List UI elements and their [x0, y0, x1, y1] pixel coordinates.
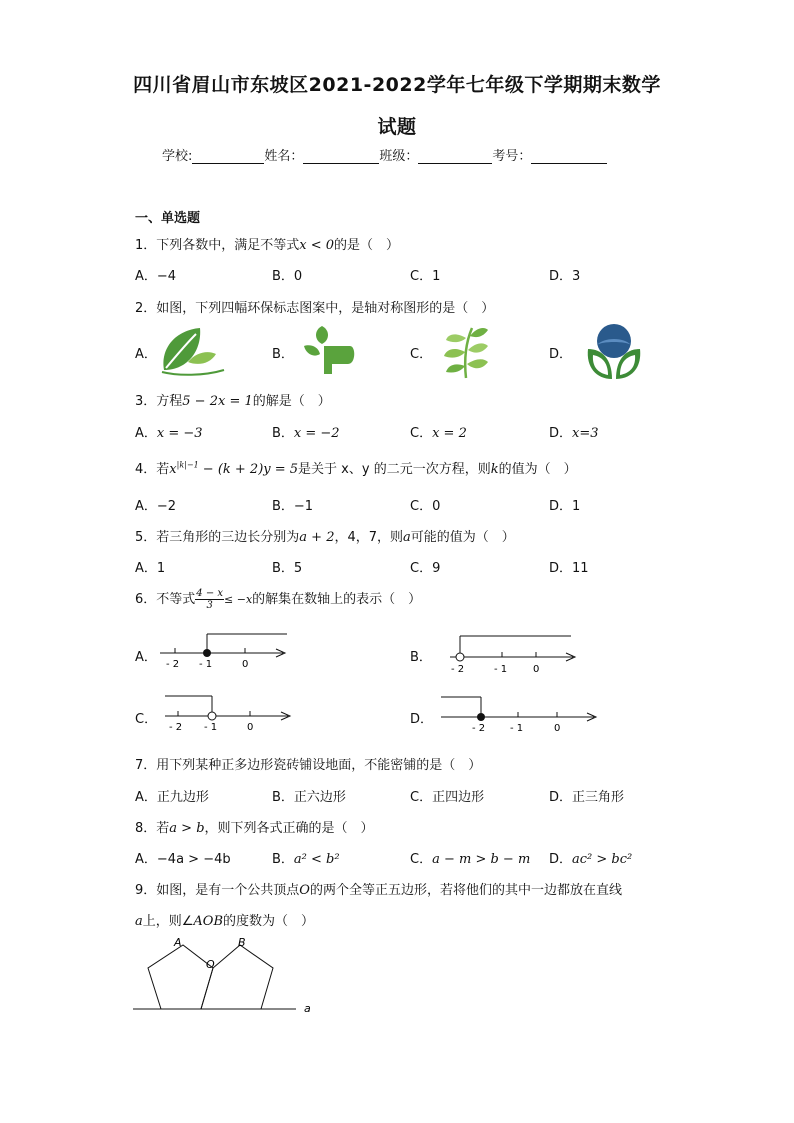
q1-option-c: C．1 — [410, 269, 441, 284]
q6-option-c: C． — [135, 712, 158, 727]
name-blank — [303, 149, 379, 164]
q3-option-a: A．x = −3 — [135, 426, 203, 441]
question-4 — [135, 458, 577, 477]
q4-var: k — [490, 462, 499, 477]
q8-stem: 8．若 — [135, 821, 170, 836]
q5-math: a + 2 — [299, 530, 335, 545]
q3-option-b: B．x = −2 — [272, 426, 340, 441]
number-line-d — [436, 693, 601, 735]
class-blank — [418, 149, 492, 164]
tick-label: - 1 — [494, 664, 508, 674]
pentagon-diagram — [128, 932, 328, 1020]
tick-label: 0 — [242, 659, 249, 670]
tick-label: - 2 — [166, 659, 180, 670]
q8-tail: ，则下列各式正确的是（ ） — [204, 821, 374, 836]
q4-tail2: 的值为（ ） — [498, 462, 577, 477]
q1-option-a: A．−4 — [135, 269, 177, 284]
leaf-logo-a-icon — [158, 326, 230, 378]
q4-tail: 是关于 x、y 的二元一次方程，则 — [298, 462, 491, 477]
id-blank — [531, 149, 607, 164]
page-title: 四川省眉山市东坡区2021-2022学年七年级下学期期末数学 — [133, 74, 661, 96]
school-label: 学校: — [162, 149, 193, 164]
q3-option-d: D．x=3 — [549, 426, 599, 441]
q9-point-o: O — [299, 883, 310, 898]
q7-option-d: D．正三角形 — [549, 790, 625, 805]
name-label: 姓名： — [264, 149, 304, 164]
question-2: 2．如图，下列四幅环保标志图案中，是轴对称图形的是（ ） — [135, 301, 495, 316]
q1-option-d: D．3 — [549, 269, 581, 284]
q5-option-a: A．1 — [135, 561, 166, 576]
q3-option-c: C．x = 2 — [410, 426, 467, 441]
class-label: 班级： — [379, 149, 419, 164]
tick-label: 0 — [554, 723, 561, 734]
q4-option-d: D．1 — [549, 499, 581, 514]
tick-label: - 1 — [204, 722, 218, 733]
question-6 — [135, 588, 421, 611]
q9-stem-tail: 的两个全等正五边形，若将他们的其中一边都放在直线 — [309, 883, 622, 898]
q8-math: a > b — [169, 821, 205, 836]
label-A: A — [174, 936, 182, 949]
q8-option-a: A．−4a > −4b — [135, 852, 231, 867]
q5-var: a — [403, 530, 411, 545]
student-info-row — [162, 145, 607, 164]
section-title: 一、单选题 — [135, 211, 201, 226]
q4-option-b: B．−1 — [272, 499, 314, 514]
q1-tail: 的是（ ） — [334, 238, 400, 253]
q4-math: $x^{|k|-1} - (k + 2)y = 5$ — [169, 460, 299, 477]
q6-option-d: D． — [410, 712, 434, 727]
question-8 — [135, 817, 374, 836]
q5-mid: ，4，7，则 — [334, 530, 404, 545]
q6-option-a: A． — [135, 650, 157, 665]
tick-label: - 2 — [472, 723, 486, 734]
q8-option-b: B．a² < b² — [272, 852, 340, 867]
label-O: O — [206, 958, 215, 971]
q1-stem: 1．下列各数中，满足不等式 — [135, 238, 300, 253]
school-blank — [192, 149, 264, 164]
id-label: 考号： — [492, 149, 532, 164]
q5-stem: 5．若三角形的三边长分别为 — [135, 530, 300, 545]
leaf-logo-b-icon — [300, 324, 358, 376]
q3-stem: 3．方程 — [135, 394, 183, 409]
page-title-line2: 试题 — [377, 116, 417, 138]
q6-fraction: $\frac{4 - x}{3}$ — [196, 588, 224, 611]
q3-math: 5 − 2x = 1 — [182, 394, 253, 409]
tick-label: 0 — [533, 664, 540, 674]
q2-option-a: A． — [135, 347, 157, 362]
tick-label: 0 — [247, 722, 254, 733]
question-7: 7．用下列某种正多边形瓷砖铺设地面，不能密铺的是（ ） — [135, 758, 482, 773]
q5-option-d: D．11 — [549, 561, 589, 576]
number-line-a — [155, 630, 290, 672]
question-5 — [135, 526, 515, 545]
q2-option-d: D． — [549, 347, 573, 362]
question-9-line1 — [135, 879, 622, 898]
q6-stem: 6．不等式 — [135, 592, 196, 607]
q9-line-a: a — [135, 914, 143, 929]
question-1 — [135, 234, 399, 253]
tick-label: - 1 — [199, 659, 213, 670]
label-a: a — [304, 1002, 311, 1015]
q6-option-b: B． — [410, 650, 432, 665]
q9-stem: 9．如图，是有一个公共顶点 — [135, 883, 300, 898]
tick-label: - 1 — [510, 723, 524, 734]
tick-label: - 2 — [169, 722, 183, 733]
q2-option-b: B． — [272, 347, 294, 362]
q6-tail: 的解集在数轴上的表示（ ） — [252, 592, 422, 607]
leaf-logo-c-icon — [442, 324, 490, 380]
q1-option-b: B．0 — [272, 269, 303, 284]
question-9-line2 — [135, 910, 314, 929]
q5-option-b: B．5 — [272, 561, 303, 576]
q7-option-c: C．正四边形 — [410, 790, 485, 805]
q8-option-d: D．ac² > bc² — [549, 852, 633, 867]
q8-option-c: C．a − m > b − m — [410, 852, 531, 867]
q1-math: x < 0 — [299, 238, 335, 253]
q6-relation: ≤ −x — [224, 593, 253, 606]
tick-label: - 2 — [451, 664, 465, 674]
q5-option-c: C．9 — [410, 561, 441, 576]
q9-line2-tail: 的度数为（ ） — [223, 914, 315, 929]
globe-leaf-logo-d-icon — [582, 323, 646, 381]
q4-option-c: C．0 — [410, 499, 441, 514]
q7-option-a: A．正九边形 — [135, 790, 209, 805]
q7-option-b: B．正六边形 — [272, 790, 346, 805]
label-B: B — [238, 936, 246, 949]
q4-stem: 4．若 — [135, 462, 170, 477]
q5-tail: 可能的值为（ ） — [410, 530, 515, 545]
number-line-c — [160, 693, 295, 735]
q4-option-a: A．−2 — [135, 499, 177, 514]
number-line-b — [445, 632, 580, 674]
q2-option-c: C． — [410, 347, 433, 362]
q3-tail: 的解是（ ） — [252, 394, 331, 409]
question-3 — [135, 390, 331, 409]
q9-angle: AOB — [193, 914, 224, 929]
q9-line2: 上，则∠ — [142, 914, 194, 929]
